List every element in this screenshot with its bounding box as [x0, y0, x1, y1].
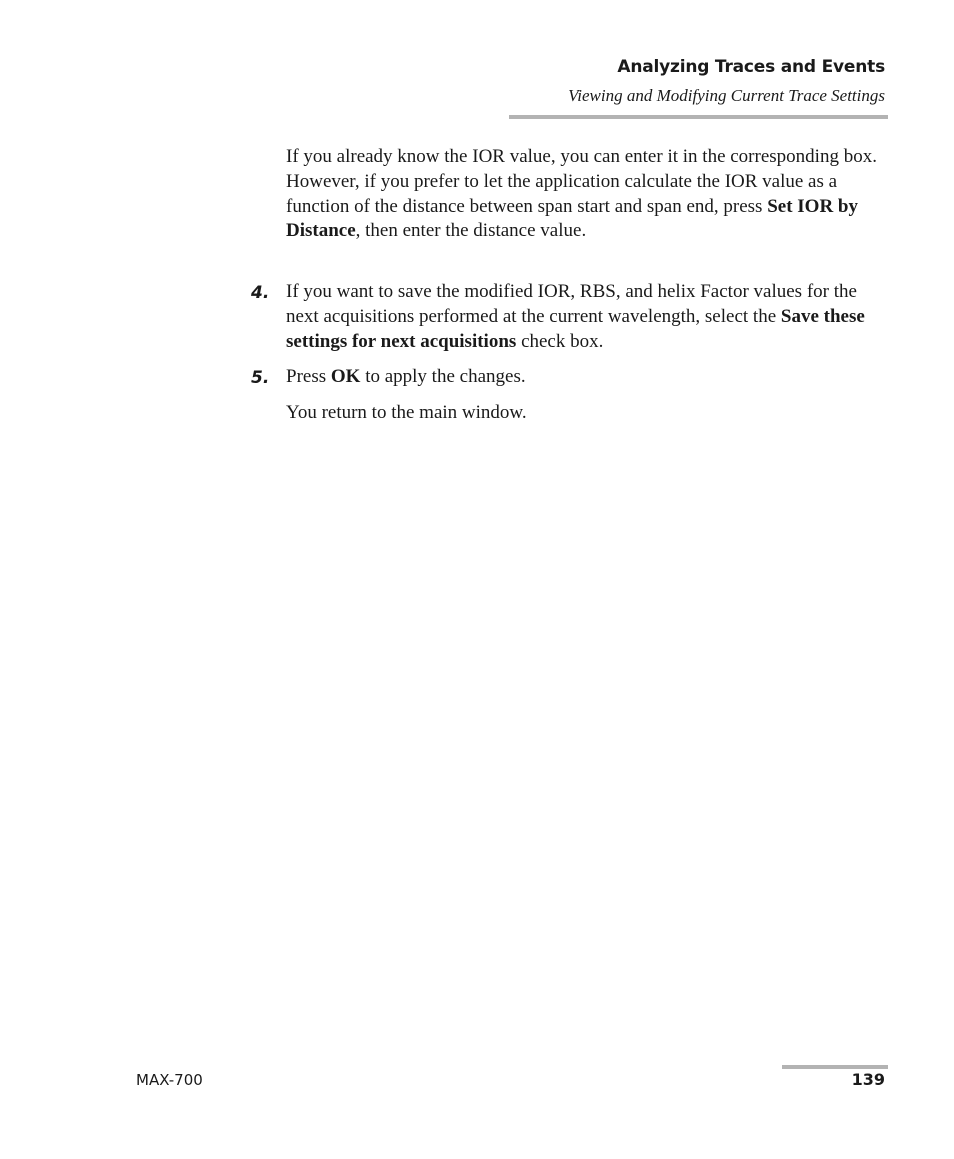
step-5-text-1: Press: [286, 366, 331, 387]
result-paragraph: You return to the main window.: [286, 402, 527, 423]
step-5-text-2: to apply the changes.: [360, 366, 526, 387]
step-5-paragraph: [286, 365, 891, 390]
save-settings-checkbox-label: Save these settings for next acquisitions: [286, 305, 865, 352]
header-divider: [509, 115, 888, 119]
product-name: MAX-700: [136, 1071, 203, 1089]
intro-text-1: If you already know the IOR value, you can enter it in the corresponding box. However, if you prefer to let the application calculate the IOR value as a function of the distance between span start and span end, press: [286, 146, 877, 217]
step-4-paragraph: [286, 280, 891, 354]
ok-button-label: OK: [330, 366, 361, 387]
set-ior-by-distance-label: Set IOR by Distance: [286, 195, 858, 242]
footer-divider: [782, 1065, 888, 1069]
chapter-title: Analyzing Traces and Events: [617, 57, 885, 77]
section-title: Viewing and Modifying Current Trace Settings: [568, 86, 885, 105]
intro-paragraph: [286, 145, 891, 244]
step-number-5: 5.: [251, 368, 270, 388]
step-number-4: 4.: [251, 283, 270, 303]
page-number: 139: [851, 1070, 885, 1089]
step-4-text-1: If you want to save the modified IOR, RBS, and helix Factor values for the next acquisitions performed at the current wavelength, select the: [286, 281, 857, 327]
step-4-text-2: check box.: [516, 330, 604, 352]
intro-text-2: , then enter the distance value.: [355, 220, 587, 242]
